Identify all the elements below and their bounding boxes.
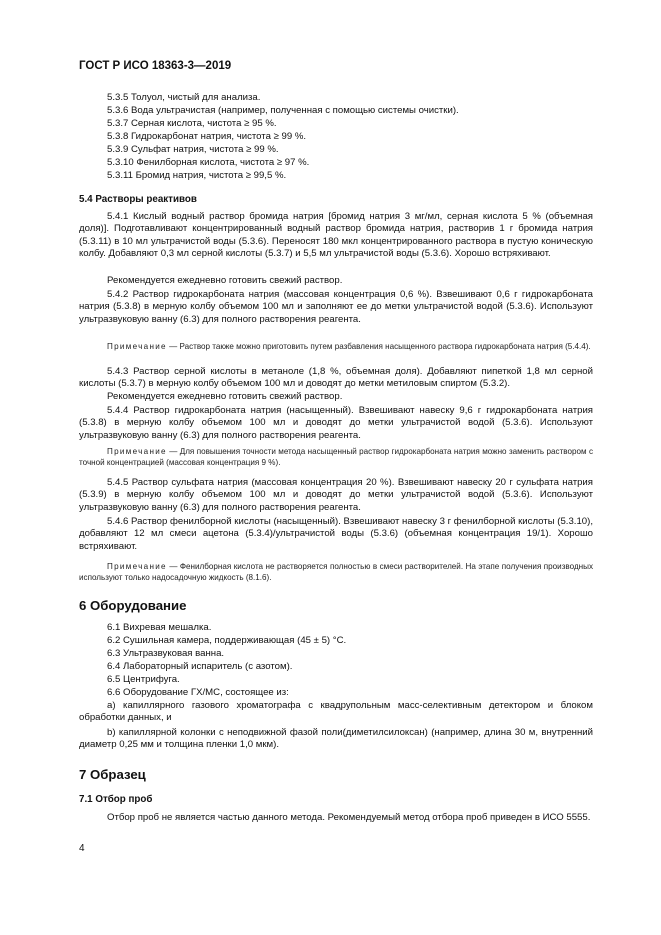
list-item: 5.3.9 Сульфат натрия, чистота ≥ 99 %.: [107, 144, 279, 155]
note-label: Примечание: [107, 342, 167, 351]
note: [79, 341, 593, 352]
list-item: 6.5 Центрифуга.: [107, 674, 180, 685]
paragraph: 5.4.4 Раствор гидрокарбоната натрия (насыщенный). Взвешивают навеску 9,6 г гидрокарбоната натрия (5.3.8) в мерную колбу объемом 100 мл и доводят до метки ультрачистой водой (5.3.6). Используют ультразвуковую ванну (6.3) для полного растворения реагента.: [79, 405, 593, 441]
note-text: — Фенилборная кислота не растворяется полностью в смеси растворителей. На этапе получения производных используют только надосадочную жидкость (8.1.6).: [79, 562, 593, 582]
section-heading: 7 Образец: [79, 767, 146, 782]
list-item: 6.3 Ультразвуковая ванна.: [107, 648, 225, 659]
list-item: 6.1 Вихревая мешалка.: [107, 622, 212, 633]
list-item: 5.3.5 Толуол, чистый для анализа.: [107, 92, 261, 103]
note: [79, 446, 593, 468]
paragraph: 5.4.6 Раствор фенилборной кислоты (насыщенный). Взвешивают навеску 3 г фенилборной кислоты (5.3.10), добавляют 12 мл смеси ацетона (5.3.4)/ультрачистой воды (5.3.6) (объемная концентрация 19/1). Хорошо встряхивают.: [79, 516, 593, 552]
list-item: 5.3.6 Вода ультрачистая (например, полученная с помощью системы очистки).: [107, 105, 459, 116]
list-item: 6.2 Сушильная камера, поддерживающая (45 ± 5) °C.: [107, 635, 347, 646]
note-label: Примечание: [107, 447, 167, 456]
paragraph: 5.4.3 Раствор серной кислоты в метаноле (1,8 %, объемная доля). Добавляют пипеткой 1,8 мл серной кислоты (5.3.7) в мерную колбу объемом 100 мл и доводят до метки метиловым спиртом (5.3.2).: [79, 366, 593, 390]
note-text: — Раствор также можно приготовить путем разбавления насыщенного раствора гидрокарбоната натрия (5.4.4).: [166, 342, 591, 351]
section-heading: 5.4 Растворы реактивов: [79, 194, 197, 205]
subsection-heading: 7.1 Отбор проб: [79, 794, 153, 805]
page-number: 4: [79, 843, 85, 854]
document-header: ГОСТ Р ИСО 18363-3—2019: [79, 60, 232, 72]
note-label: Примечание: [107, 562, 167, 571]
list-item: 5.3.7 Серная кислота, чистота ≥ 95 %.: [107, 118, 277, 129]
list-item: a) капиллярного газового хроматографа с квадрупольным масс-селективным детектором и блоком обработки данных, и: [79, 700, 593, 724]
paragraph: 5.4.1 Кислый водный раствор бромида натрия [бромид натрия 3 мг/мл, серная кислота 5 % (объемная доля)]. Подготавливают концентрированный водный раствор бромида натрия, растворив 1 г бромида натрия (5.3.11) в 10 мл ультрачистой воды (5.3.6). Переносят 180 мкл концентрированного раствора в пустую коническую колбу. Добавляют 0,3 мл серной кислоты (5.3.7) и 5,5 мл ультрачистой воды (5.3.6). Хорошо встряхивают.: [79, 211, 593, 259]
note: [79, 561, 593, 583]
paragraph: 5.4.5 Раствор сульфата натрия (массовая концентрация 20 %). Взвешивают навеску 20 г сульфата натрия (5.3.9) в мерную колбу объемом 100 мл и доводят до метки ультрачистой водой (5.3.6). Используют ультразвуковую ванну (6.3) для полного растворения реагента.: [79, 477, 593, 513]
list-item: 5.3.11 Бромид натрия, чистота ≥ 99,5 %.: [107, 170, 287, 181]
list-item: 5.3.10 Фенилборная кислота, чистота ≥ 97 %.: [107, 157, 310, 168]
list-item: b) капиллярной колонки с неподвижной фазой поли(диметилсилоксан) (например, длина 30 м, внутренний диаметр 0,25 мм и толщина пленки 1,0 мкм).: [79, 727, 593, 751]
section-heading: 6 Оборудование: [79, 598, 187, 613]
note-text: — Для повышения точности метода насыщенный раствор гидрокарбоната натрия можно заменить раствором с точной концентрацией (массовая концентрация 9 %).: [79, 447, 593, 467]
paragraph: Отбор проб не является частью данного метода. Рекомендуемый метод отбора проб приведен в ИСО 5555.: [107, 812, 591, 823]
paragraph: Рекомендуется ежедневно готовить свежий раствор.: [107, 391, 343, 402]
paragraph: 5.4.2 Раствор гидрокарбоната натрия (массовая концентрация 0,6 %). Взвешивают 0,6 г гидрокарбоната натрия (5.3.8) в мерную колбу объемом 100 мл и заполняют ее до метки ультрачистой водой (5.3.6). Используют ультразвуковую ванну (6.3) для полного растворения реагента.: [79, 289, 593, 325]
paragraph: Рекомендуется ежедневно готовить свежий раствор.: [107, 275, 343, 286]
list-item: 6.6 Оборудование ГХ/МС, состоящее из:: [107, 687, 289, 698]
list-item: 6.4 Лабораторный испаритель (с азотом).: [107, 661, 293, 672]
list-item: 5.3.8 Гидрокарбонат натрия, чистота ≥ 99 %.: [107, 131, 307, 142]
